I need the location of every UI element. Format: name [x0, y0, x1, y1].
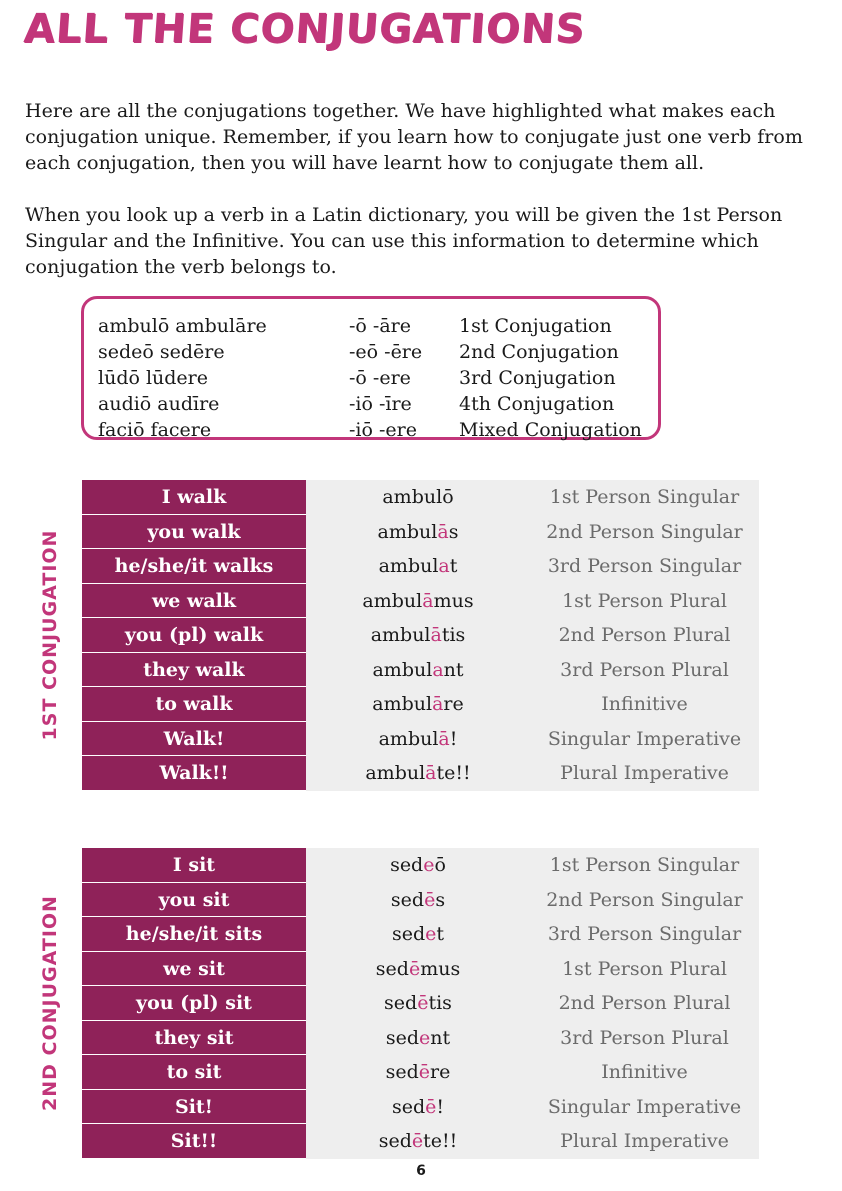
grammar-description: Infinitive: [530, 687, 759, 722]
english-meaning: they sit: [82, 1021, 306, 1056]
latin-form: [306, 1124, 530, 1159]
latin-stem: ambul: [372, 693, 433, 715]
table-row: [82, 549, 759, 584]
summary-verb: lūdō lūdere: [98, 367, 209, 389]
english-meaning: to walk: [82, 687, 306, 722]
latin-stem: ambul: [382, 486, 443, 508]
grammar-description: 1st Person Singular: [530, 848, 759, 883]
latin-form: [306, 480, 530, 515]
table-row: [82, 722, 759, 757]
grammar-description: 1st Person Plural: [530, 584, 759, 619]
latin-form: [306, 952, 530, 987]
grammar-description: Singular Imperative: [530, 722, 759, 757]
latin-stem: sed: [384, 992, 418, 1014]
summary-endings: -ō -ere: [349, 367, 411, 389]
summary-conjugation-name: 1st Conjugation: [459, 315, 612, 337]
latin-stem: sed: [391, 923, 426, 945]
latin-ending: !: [449, 727, 458, 750]
summary-endings: -iō -ere: [349, 419, 417, 441]
latin-ending: s: [448, 520, 459, 543]
dictionary-paragraph: When you look up a verb in a Latin dictionary, you will be given the 1st Person Singular and the Infinitive. You can use this information to determine which conjugation the verb belongs to.: [25, 204, 783, 278]
latin-stem: sed: [390, 854, 424, 876]
first-conjugation-table: [82, 480, 759, 791]
english-meaning: Sit!: [82, 1090, 306, 1125]
latin-highlight: a: [432, 658, 444, 681]
english-meaning: Walk!!: [82, 756, 306, 791]
table-row: [82, 1090, 759, 1125]
latin-ending: ō: [434, 854, 446, 876]
latin-highlight: e: [419, 1026, 431, 1049]
latin-highlight: e: [425, 923, 437, 945]
latin-form: [306, 883, 530, 918]
latin-highlight: e: [423, 854, 435, 876]
page-number: 6: [416, 1163, 426, 1179]
latin-form: [306, 618, 530, 653]
latin-ending: !: [436, 1095, 445, 1118]
grammar-description: Plural Imperative: [530, 1124, 759, 1159]
english-meaning: I sit: [82, 848, 306, 883]
grammar-description: 1st Person Plural: [530, 952, 759, 987]
grammar-description: 3rd Person Singular: [530, 549, 759, 584]
english-meaning: we walk: [82, 584, 306, 619]
latin-highlight: ā: [425, 762, 437, 784]
grammar-description: 2nd Person Singular: [530, 883, 759, 918]
latin-form: [306, 1090, 530, 1125]
latin-highlight: ā: [432, 693, 444, 715]
latin-ending: tis: [428, 992, 452, 1014]
summary-verb: faciō facere: [98, 419, 212, 441]
latin-form: [306, 1055, 530, 1090]
table-row: [82, 584, 759, 619]
table-row: [82, 653, 759, 688]
grammar-description: 2nd Person Plural: [530, 986, 759, 1021]
latin-ending: t: [436, 923, 445, 945]
table-row: [82, 687, 759, 722]
latin-stem: sed: [375, 957, 409, 980]
latin-highlight: ā: [422, 589, 434, 612]
english-meaning: Sit!!: [82, 1124, 306, 1159]
latin-ending: s: [435, 888, 446, 911]
table-row: [82, 1055, 759, 1090]
table-row: [82, 515, 759, 550]
english-meaning: we sit: [82, 952, 306, 987]
summary-verb: sedeō sedēre: [98, 341, 225, 363]
english-meaning: they walk: [82, 653, 306, 688]
summary-verb: ambulō ambulāre: [98, 315, 267, 337]
latin-form: [306, 756, 530, 791]
latin-form: [306, 687, 530, 722]
grammar-description: Plural Imperative: [530, 756, 759, 791]
latin-stem: sed: [385, 1026, 420, 1049]
latin-ending: nt: [443, 658, 464, 681]
latin-form: [306, 549, 530, 584]
summary-verb: audiō audīre: [98, 393, 220, 415]
table-row: [82, 883, 759, 918]
english-meaning: I walk: [82, 480, 306, 515]
latin-highlight: ā: [438, 727, 450, 750]
latin-stem: ambul: [377, 520, 438, 543]
latin-ending: re: [430, 1061, 451, 1083]
english-meaning: you sit: [82, 883, 306, 918]
latin-form: [306, 653, 530, 688]
summary-conjugation-name: Mixed Conjugation: [459, 419, 642, 441]
latin-highlight: ē: [418, 1061, 431, 1083]
summary-endings: -eō -ēre: [349, 341, 423, 363]
latin-form: [306, 584, 530, 619]
english-meaning: he/she/it walks: [82, 549, 306, 584]
table-row: [82, 618, 759, 653]
conjugation-summary-box: [81, 296, 661, 440]
latin-highlight: ā: [430, 624, 442, 646]
summary-conjugation-name: 3rd Conjugation: [459, 367, 616, 389]
second-conjugation-label: 2ND CONJUGATION: [39, 895, 61, 1111]
english-meaning: you walk: [82, 515, 306, 550]
english-meaning: you (pl) walk: [82, 618, 306, 653]
grammar-description: Infinitive: [530, 1055, 759, 1090]
latin-stem: ambul: [370, 624, 431, 646]
table-row: [82, 986, 759, 1021]
summary-conjugation-name: 4th Conjugation: [459, 393, 615, 415]
latin-highlight: ē: [411, 1130, 424, 1152]
table-row: [82, 756, 759, 791]
first-conjugation-label: 1ST CONJUGATION: [39, 529, 61, 741]
grammar-description: 2nd Person Singular: [530, 515, 759, 550]
second-conjugation-table: [82, 848, 759, 1159]
latin-ending: tis: [441, 624, 466, 646]
latin-stem: ambul: [362, 589, 423, 612]
latin-ending: te!!: [436, 762, 471, 784]
latin-highlight: a: [438, 555, 450, 577]
grammar-description: 3rd Person Plural: [530, 1021, 759, 1056]
latin-stem: sed: [385, 1061, 419, 1083]
latin-stem: sed: [390, 888, 425, 911]
latin-highlight: ē: [417, 992, 429, 1014]
intro-paragraph: Here are all the conjugations together. We have highlighted what makes each conjugation unique. Remember, if you learn how to conjugate just one verb from each conjugation, then you will have learnt how to conjugate them all.: [25, 100, 803, 174]
english-meaning: you (pl) sit: [82, 986, 306, 1021]
table-row: [82, 1021, 759, 1056]
grammar-description: 3rd Person Plural: [530, 653, 759, 688]
latin-stem: ambul: [378, 727, 439, 750]
latin-form: [306, 848, 530, 883]
latin-ending: re: [443, 693, 464, 715]
latin-ending: mus: [433, 589, 474, 612]
latin-stem: sed: [391, 1095, 426, 1118]
table-row: [82, 952, 759, 987]
grammar-description: 2nd Person Plural: [530, 618, 759, 653]
summary-conjugation-name: 2nd Conjugation: [459, 341, 619, 363]
grammar-description: Singular Imperative: [530, 1090, 759, 1125]
latin-stem: ambul: [378, 555, 439, 577]
english-meaning: he/she/it sits: [82, 917, 306, 952]
english-meaning: Walk!: [82, 722, 306, 757]
latin-highlight: ē: [408, 957, 421, 980]
latin-ending: te!!: [423, 1130, 458, 1152]
latin-form: [306, 1021, 530, 1056]
latin-form: [306, 917, 530, 952]
latin-form: [306, 722, 530, 757]
latin-highlight: ē: [424, 888, 436, 911]
table-row: [82, 917, 759, 952]
latin-stem: ambul: [372, 658, 433, 681]
english-meaning: to sit: [82, 1055, 306, 1090]
table-row: [82, 1124, 759, 1159]
grammar-description: 3rd Person Singular: [530, 917, 759, 952]
summary-endings: -ō -āre: [349, 315, 411, 337]
table-row: [82, 480, 759, 515]
latin-ending: nt: [430, 1026, 451, 1049]
latin-ending: mus: [420, 957, 461, 980]
latin-form: [306, 515, 530, 550]
summary-endings: -iō -īre: [349, 393, 412, 415]
latin-stem: sed: [378, 1130, 412, 1152]
latin-highlight: ē: [425, 1095, 437, 1118]
latin-form: [306, 986, 530, 1021]
latin-highlight: ā: [437, 520, 449, 543]
page-title: ALL THE CONJUGATIONS: [22, 6, 587, 52]
table-row: [82, 848, 759, 883]
grammar-description: 1st Person Singular: [530, 480, 759, 515]
latin-ending: ō: [442, 486, 454, 508]
latin-ending: t: [449, 555, 458, 577]
latin-stem: ambul: [365, 762, 426, 784]
